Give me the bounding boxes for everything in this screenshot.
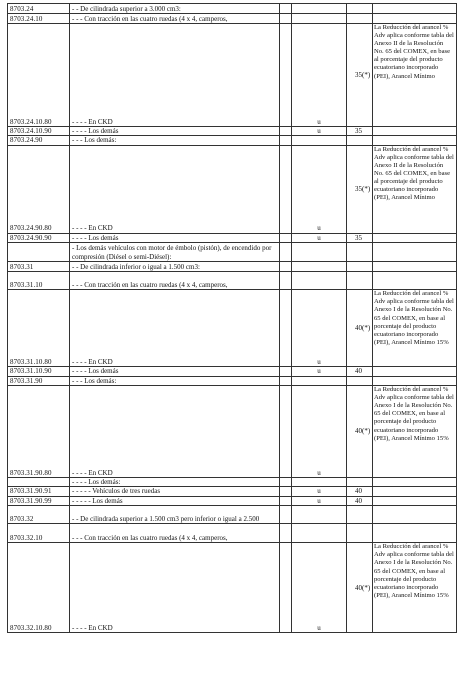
tariff-observation bbox=[373, 4, 457, 14]
tariff-code: 8703.32.10.80 bbox=[8, 543, 70, 633]
spacer-cell bbox=[280, 386, 292, 478]
tariff-unit bbox=[292, 4, 347, 14]
tariff-code: 8703.24.10 bbox=[8, 14, 70, 24]
tariff-description: - - - - Los demás bbox=[70, 233, 280, 242]
tariff-rate: 40(*) bbox=[347, 543, 373, 633]
spacer-cell bbox=[280, 14, 292, 24]
tariff-rate bbox=[347, 262, 373, 272]
tariff-unit bbox=[292, 14, 347, 24]
spacer-cell bbox=[280, 127, 292, 136]
tariff-rate: 35(*) bbox=[347, 145, 373, 233]
table-row bbox=[8, 145, 457, 233]
table-row bbox=[8, 233, 457, 242]
table-row bbox=[8, 290, 457, 367]
spacer-cell bbox=[280, 290, 292, 367]
spacer-cell bbox=[280, 233, 292, 242]
tariff-unit: u bbox=[292, 543, 347, 633]
tariff-observation bbox=[373, 478, 457, 487]
tariff-description: - - - - En CKD bbox=[70, 290, 280, 367]
tariff-observation bbox=[373, 367, 457, 376]
tariff-observation bbox=[373, 496, 457, 505]
table-row bbox=[8, 14, 457, 24]
tariff-description: - - De cilindrada superior a 3.000 cm3: bbox=[70, 4, 280, 14]
tariff-table bbox=[7, 3, 457, 633]
tariff-rate: 35 bbox=[347, 233, 373, 242]
spacer-cell bbox=[280, 24, 292, 127]
tariff-rate bbox=[347, 478, 373, 487]
tariff-description: - - - - - Los demás bbox=[70, 496, 280, 505]
tariff-rate bbox=[347, 14, 373, 24]
tariff-code: 8703.24.10.80 bbox=[8, 24, 70, 127]
table-row bbox=[8, 367, 457, 376]
spacer-cell bbox=[280, 243, 292, 262]
tariff-unit: u bbox=[292, 386, 347, 478]
tariff-rate bbox=[347, 272, 373, 290]
tariff-description: - - - Los demás: bbox=[70, 376, 280, 385]
tariff-observation: La Reducción del arancel % Adv aplica conforme tabla del Anexo II de la Resolución No. 65 del COMEX, en base al porcentaje del producto ecuatoriano incorporado (PEI), Arancel Mínimo bbox=[373, 145, 457, 233]
spacer-cell bbox=[280, 496, 292, 505]
tariff-rate bbox=[347, 243, 373, 262]
tariff-rate bbox=[347, 376, 373, 385]
tariff-rate bbox=[347, 506, 373, 524]
tariff-code: 8703.31.10.90 bbox=[8, 367, 70, 376]
tariff-table-body bbox=[8, 4, 457, 633]
tariff-observation bbox=[373, 127, 457, 136]
tariff-description: - - - - - Vehículos de tres ruedas bbox=[70, 487, 280, 496]
tariff-description: - - - - En CKD bbox=[70, 145, 280, 233]
spacer-cell bbox=[280, 543, 292, 633]
spacer-cell bbox=[280, 478, 292, 487]
tariff-description: - - - - Los demás: bbox=[70, 478, 280, 487]
tariff-unit bbox=[292, 506, 347, 524]
tariff-observation: La Reducción del arancel % Adv aplica conforme tabla del Anexo I de la Resolución No. 65 del COMEX, en base al porcentaje del producto ecuatoriano incorporado (PEI), Arancel Mínimo 15% bbox=[373, 290, 457, 367]
tariff-rate: 40(*) bbox=[347, 290, 373, 367]
table-row bbox=[8, 376, 457, 385]
tariff-description: - - De cilindrada superior a 1.500 cm3 pero inferior o igual a 2.500 bbox=[70, 506, 280, 524]
tariff-observation bbox=[373, 376, 457, 385]
tariff-code: 8703.24.90 bbox=[8, 136, 70, 145]
table-row bbox=[8, 136, 457, 145]
tariff-document-page bbox=[7, 3, 456, 633]
tariff-observation bbox=[373, 262, 457, 272]
tariff-code: 8703.31.10.80 bbox=[8, 290, 70, 367]
spacer-cell bbox=[280, 262, 292, 272]
spacer-cell bbox=[280, 145, 292, 233]
tariff-rate: 40 bbox=[347, 487, 373, 496]
tariff-rate: 40 bbox=[347, 496, 373, 505]
table-row bbox=[8, 243, 457, 262]
tariff-unit: u bbox=[292, 496, 347, 505]
tariff-unit bbox=[292, 136, 347, 145]
table-row bbox=[8, 506, 457, 524]
tariff-unit: u bbox=[292, 127, 347, 136]
table-row bbox=[8, 496, 457, 505]
tariff-rate bbox=[347, 136, 373, 145]
tariff-description: - - - - En CKD bbox=[70, 386, 280, 478]
tariff-unit: u bbox=[292, 24, 347, 127]
tariff-unit: u bbox=[292, 487, 347, 496]
tariff-unit bbox=[292, 262, 347, 272]
tariff-description: - - - Con tracción en las cuatro ruedas (4 x 4, camperos, bbox=[70, 524, 280, 543]
tariff-observation bbox=[373, 272, 457, 290]
spacer-cell bbox=[280, 376, 292, 385]
tariff-code: 8703.32 bbox=[8, 506, 70, 524]
tariff-description: - Los demás vehículos con motor de émbolo (pistón), de encendido por compresión (Diésel o semi-Diésel): bbox=[70, 243, 280, 262]
tariff-unit: u bbox=[292, 290, 347, 367]
tariff-code: 8703.32.10 bbox=[8, 524, 70, 543]
tariff-description: - - - Con tracción en las cuatro ruedas (4 x 4, camperos, bbox=[70, 272, 280, 290]
tariff-code bbox=[8, 243, 70, 262]
tariff-observation: La Reducción del arancel % Adv aplica conforme tabla del Anexo I de la Resolución No. 65 del COMEX, en base al porcentaje del producto ecuatoriano incorporado (PEI), Arancel Mínimo 15% bbox=[373, 543, 457, 633]
tariff-rate: 35 bbox=[347, 127, 373, 136]
tariff-code: 8703.24.10.90 bbox=[8, 127, 70, 136]
tariff-code: 8703.24.90.80 bbox=[8, 145, 70, 233]
tariff-code: 8703.24 bbox=[8, 4, 70, 14]
tariff-observation bbox=[373, 136, 457, 145]
tariff-unit: u bbox=[292, 233, 347, 242]
spacer-cell bbox=[280, 367, 292, 376]
table-row bbox=[8, 24, 457, 127]
tariff-unit bbox=[292, 376, 347, 385]
tariff-code: 8703.31.10 bbox=[8, 272, 70, 290]
table-row bbox=[8, 543, 457, 633]
spacer-cell bbox=[280, 524, 292, 543]
table-row bbox=[8, 4, 457, 14]
spacer-cell bbox=[280, 4, 292, 14]
tariff-unit bbox=[292, 524, 347, 543]
tariff-description: - - - - En CKD bbox=[70, 543, 280, 633]
tariff-observation bbox=[373, 243, 457, 262]
table-row bbox=[8, 478, 457, 487]
tariff-code: 8703.31.90.91 bbox=[8, 487, 70, 496]
table-row bbox=[8, 272, 457, 290]
tariff-observation bbox=[373, 506, 457, 524]
tariff-description: - - De cilindrada inferior o igual a 1.500 cm3: bbox=[70, 262, 280, 272]
spacer-cell bbox=[280, 506, 292, 524]
tariff-rate: 35(*) bbox=[347, 24, 373, 127]
tariff-code: 8703.31.90 bbox=[8, 376, 70, 385]
tariff-observation bbox=[373, 233, 457, 242]
tariff-rate: 40(*) bbox=[347, 386, 373, 478]
tariff-description: - - - - En CKD bbox=[70, 24, 280, 127]
table-row bbox=[8, 487, 457, 496]
tariff-unit bbox=[292, 272, 347, 290]
tariff-observation: La Reducción del arancel % Adv aplica conforme tabla del Anexo II de la Resolución No. 65 del COMEX, en base al porcentaje del producto ecuatoriano incorporado (PEI), Arancel Mínimo bbox=[373, 24, 457, 127]
tariff-description: - - - Los demás: bbox=[70, 136, 280, 145]
tariff-description: - - - Con tracción en las cuatro ruedas (4 x 4, camperos, bbox=[70, 14, 280, 24]
tariff-rate bbox=[347, 524, 373, 543]
tariff-unit bbox=[292, 243, 347, 262]
tariff-code: 8703.31.90.99 bbox=[8, 496, 70, 505]
table-row bbox=[8, 524, 457, 543]
tariff-code: 8703.31 bbox=[8, 262, 70, 272]
tariff-observation: La Reducción del arancel % Adv aplica conforme tabla del Anexo I de la Resolución No. 65 del COMEX, en base al porcentaje del producto ecuatoriano incorporado (PEI), Arancel Mínimo 15% bbox=[373, 386, 457, 478]
tariff-code: 8703.31.90.80 bbox=[8, 386, 70, 478]
tariff-code bbox=[8, 478, 70, 487]
table-row bbox=[8, 386, 457, 478]
tariff-rate: 40 bbox=[347, 367, 373, 376]
table-row bbox=[8, 127, 457, 136]
spacer-cell bbox=[280, 487, 292, 496]
tariff-observation bbox=[373, 14, 457, 24]
tariff-unit bbox=[292, 478, 347, 487]
tariff-description: - - - - Los demás bbox=[70, 367, 280, 376]
tariff-rate bbox=[347, 4, 373, 14]
tariff-code: 8703.24.90.90 bbox=[8, 233, 70, 242]
tariff-unit: u bbox=[292, 145, 347, 233]
tariff-observation bbox=[373, 487, 457, 496]
tariff-unit: u bbox=[292, 367, 347, 376]
table-row bbox=[8, 262, 457, 272]
spacer-cell bbox=[280, 272, 292, 290]
spacer-cell bbox=[280, 136, 292, 145]
tariff-description: - - - - Los demás bbox=[70, 127, 280, 136]
tariff-observation bbox=[373, 524, 457, 543]
